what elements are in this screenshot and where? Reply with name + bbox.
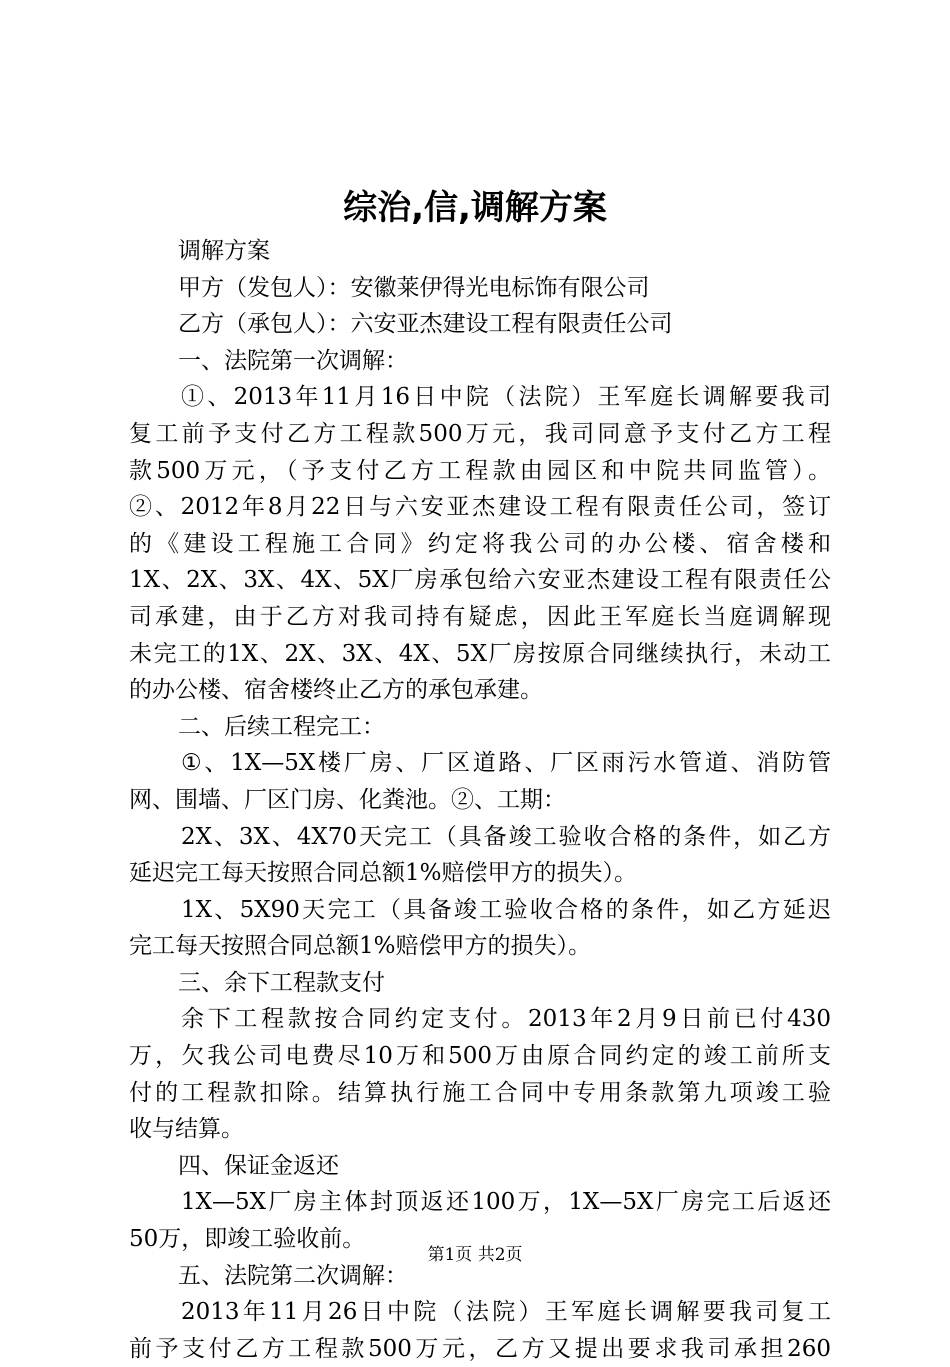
section-heading-5: 五、法院第二次调解： (178, 1262, 408, 1289)
body-line: 延迟完工每天按照合同总额1%赔偿甲方的损失）。 (129, 860, 637, 887)
party-a-line: 甲方（发包人）：安徽莱伊得光电标饰有限公司 (178, 274, 650, 301)
body-line: 2X、3X、4X70天完工（具备竣工验收合格的条件，如乙方 (181, 823, 831, 850)
section-heading-1: 一、法院第一次调解： (178, 347, 408, 374)
body-line: 余下工程款按合同约定支付。2013年2月9日前已付430 (181, 1006, 831, 1033)
body-line: 款500万元，（予支付乙方工程款由园区和中院共同监管）。 (129, 457, 831, 484)
body-line-heading: 调解方案 (178, 238, 270, 264)
body-line: 未完工的1X、2X、3X、4X、5X厂房按原合同继续执行，未动工 (129, 640, 831, 667)
body-line: ②、2012年8月22日与六安亚杰建设工程有限责任公司，签订 (129, 494, 831, 521)
section-heading-3: 三、余下工程款支付 (178, 969, 385, 996)
body-line: 的办公楼、宿舍楼终止乙方的承包承建。 (129, 677, 543, 704)
body-line: 前予支付乙方工程款500万元，乙方又提出要求我司承担260 (129, 1335, 831, 1362)
body-line: 万，欠我公司电费尽10万和500万由原合同约定的竣工前所支 (129, 1043, 831, 1070)
body-line: 网、围墙、厂区门房、化粪池。②、工期： (129, 786, 566, 813)
body-line: 1X、5X90天完工（具备竣工验收合格的条件，如乙方延迟 (181, 896, 831, 923)
body-line: 复工前予支付乙方工程款500万元，我司同意予支付乙方工程 (129, 420, 831, 447)
body-line: ①、1X—5X楼厂房、厂区道路、厂区雨污水管道、消防管 (181, 750, 831, 777)
party-b-line: 乙方（承包人）：六安亚杰建设工程有限责任公司 (178, 311, 673, 338)
body-line: 完工每天按照合同总额1%赔偿甲方的损失）。 (129, 933, 591, 960)
page-footer: 第1页 共2页 (427, 1245, 523, 1265)
body-line: 1X、2X、3X、4X、5X厂房承包给六安亚杰建设工程有限责任公 (129, 567, 831, 594)
body-line: 付的工程款扣除。结算执行施工合同中专用条款第九项竣工验 (129, 1079, 831, 1106)
document-body (129, 233, 831, 1367)
body-line: 2013年11月26日中院（法院）王军庭长调解要我司复工 (181, 1299, 831, 1326)
body-line: 50万，即竣工验收前。 (129, 1226, 366, 1253)
body-line: 1X—5X厂房主体封顶返还100万，1X—5X厂房完工后返还 (181, 1189, 831, 1216)
body-line: 收与结算。 (129, 1116, 244, 1143)
body-line: ①、2013年11月16日中院（法院）王军庭长调解要我司 (181, 384, 831, 411)
section-heading-4: 四、保证金返还 (178, 1152, 339, 1179)
section-heading-2: 二、后续工程完工： (178, 713, 385, 740)
document-title: 综治,信,调解方案 (343, 188, 607, 228)
body-line: 司承建，由于乙方对我司持有疑虑，因此王军庭长当庭调解现 (129, 603, 831, 630)
body-line: 的《建设工程施工合同》约定将我公司的办公楼、宿舍楼和 (129, 530, 831, 557)
